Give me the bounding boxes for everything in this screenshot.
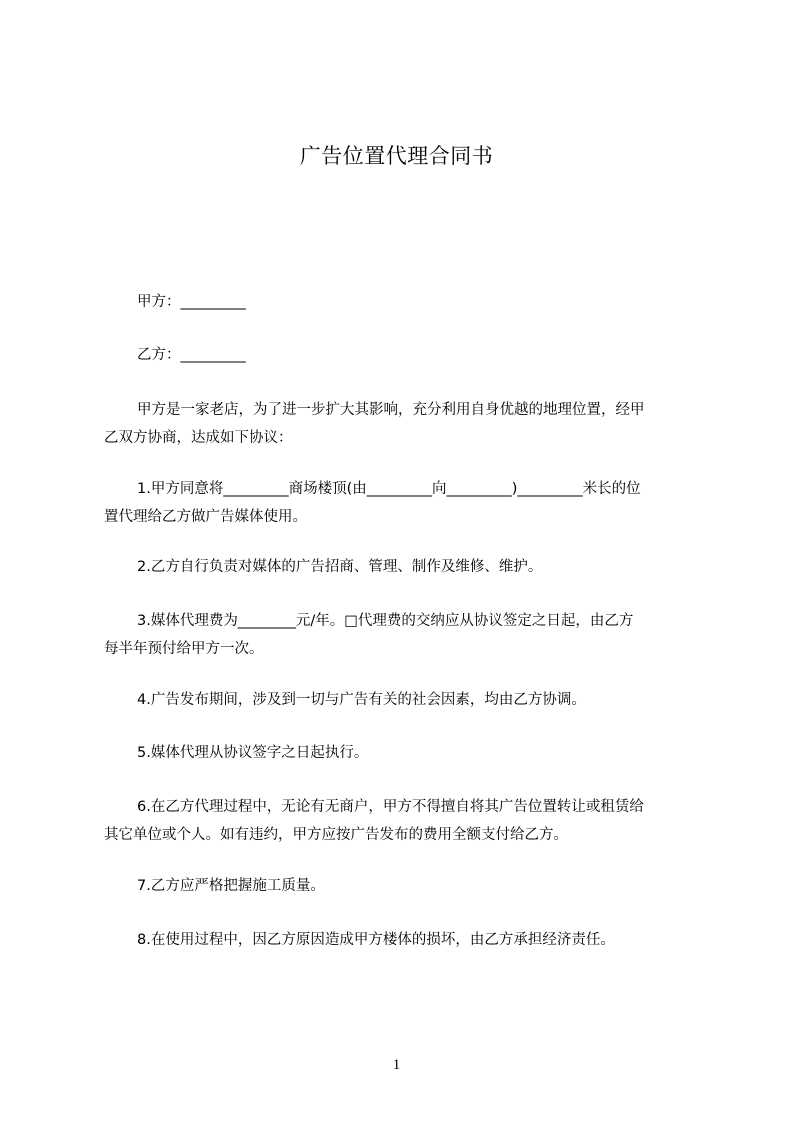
clause-1 bbox=[104, 475, 704, 531]
clause-3-line-2: 每半年预付给甲方一次。 bbox=[104, 641, 264, 657]
clause-7-line-1: 7.乙方应严格把握施工质量。 bbox=[137, 878, 325, 894]
clause-6 bbox=[104, 793, 704, 849]
party-a-line: 甲方：_________ bbox=[137, 294, 246, 310]
clause-8-line-1: 8.在使用过程中，因乙方原因造成甲方楼体的损坏，由乙方承担经济责任。 bbox=[137, 932, 615, 948]
clause-1-line-1: 1.甲方同意将_________商场楼顶(由_________向_________)_________米长的位 bbox=[137, 481, 641, 497]
clause-2 bbox=[104, 553, 704, 581]
clause-8 bbox=[104, 926, 704, 954]
intro-paragraph bbox=[104, 396, 704, 452]
clause-3 bbox=[104, 607, 704, 663]
clause-4-line-1: 4.广告发布期间，涉及到一切与广告有关的社会因素，均由乙方协调。 bbox=[137, 692, 586, 708]
clause-3-line-1: 3.媒体代理费为________元/年。□代理费的交纳应从协议签定之日起，由乙方 bbox=[137, 613, 634, 629]
page-number: 1 bbox=[392, 1057, 401, 1073]
clause-2-line-1: 2.乙方自行负责对媒体的广告招商、管理、制作及维修、维护。 bbox=[137, 559, 543, 575]
clause-6-line-2: 其它单位或个人。如有违约，甲方应按广告发布的费用全额支付给乙方。 bbox=[104, 827, 568, 843]
intro-line-1: 甲方是一家老店，为了进一步扩大其影响，充分利用自身优越的地理位置，经甲 bbox=[137, 402, 645, 418]
clause-5 bbox=[104, 739, 704, 767]
intro-line-2: 乙双方协商，达成如下协议： bbox=[104, 430, 293, 446]
clause-1-line-2: 置代理给乙方做广告媒体使用。 bbox=[104, 509, 307, 525]
clause-7 bbox=[104, 872, 704, 900]
document-title: 广告位置代理合同书 bbox=[299, 144, 494, 168]
party-b-line: 乙方：_________ bbox=[137, 347, 246, 363]
clause-6-line-1: 6.在乙方代理过程中，无论有无商户，甲方不得擅自将其广告位置转让或租赁给 bbox=[137, 799, 644, 815]
clause-4 bbox=[104, 686, 704, 714]
clause-5-line-1: 5.媒体代理从协议签字之日起执行。 bbox=[137, 745, 369, 761]
